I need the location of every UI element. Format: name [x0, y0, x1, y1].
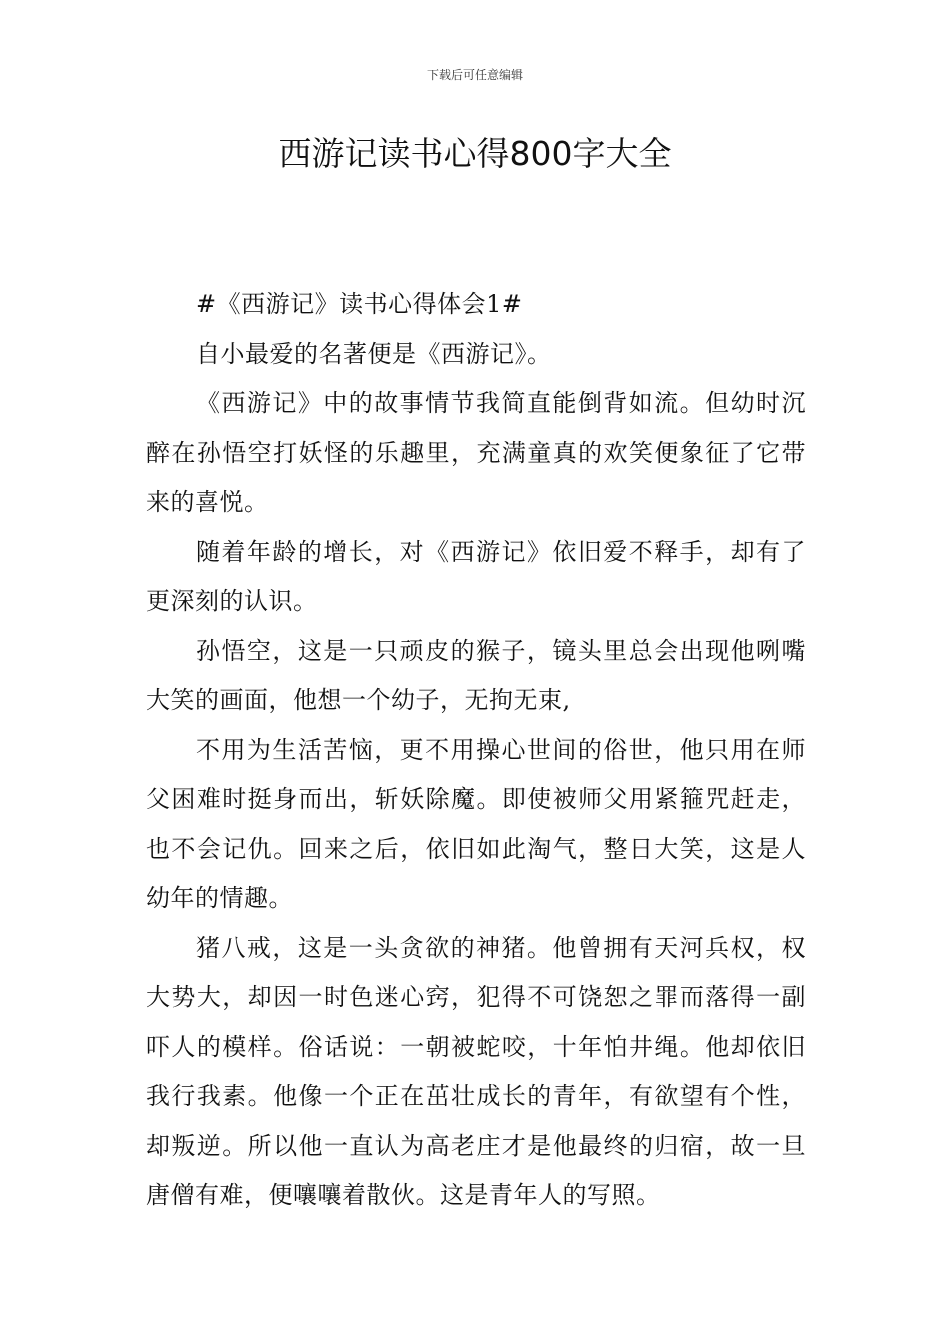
paragraph: 自小最爱的名著便是《西游记》。: [196, 339, 552, 368]
paragraph: 不用为生活苦恼，更不用操心世间的俗世，他只用在师父困难时挺身而出，斩妖除魔。即使被师父用紧箍咒赶走，也不会记仇。回来之后，依旧如此淘气，整日大笑，这是人幼年的情趣。: [146, 735, 806, 912]
paragraph: 《西游记》中的故事情节我简直能倒背如流。但幼时沉醉在孙悟空打妖怪的乐趣里，充满童真的欢笑便象征了它带来的喜悦。: [146, 389, 806, 516]
document-body: [146, 280, 806, 1221]
header-note: 下载后可任意编辑: [426, 68, 523, 82]
paragraph: 随着年龄的增长，对《西游记》依旧爱不释手，却有了更深刻的认识。: [146, 537, 806, 615]
document-title: 西游记读书心得800字大全: [278, 134, 672, 173]
paragraph: 孙悟空，这是一只顽皮的猴子，镜头里总会出现他咧嘴大笑的画面，他想一个幼子，无拘无束,: [146, 636, 806, 714]
paragraph: 猪八戒，这是一头贪欲的神猪。他曾拥有天河兵权，权大势大，却因一时色迷心窍，犯得不可饶恕之罪而落得一副吓人的模样。俗话说：一朝被蛇咬，十年怕井绳。他却依旧我行我素。他像一个正在茁壮成长的青年，有欲望有个性，却叛逆。所以他一直认为高老庄才是他最终的归宿，故一旦唐僧有难，便嚷嚷着散伙。这是青年人的写照。: [146, 933, 806, 1209]
section-heading: #《西游记》读书心得体会1#: [196, 290, 523, 318]
